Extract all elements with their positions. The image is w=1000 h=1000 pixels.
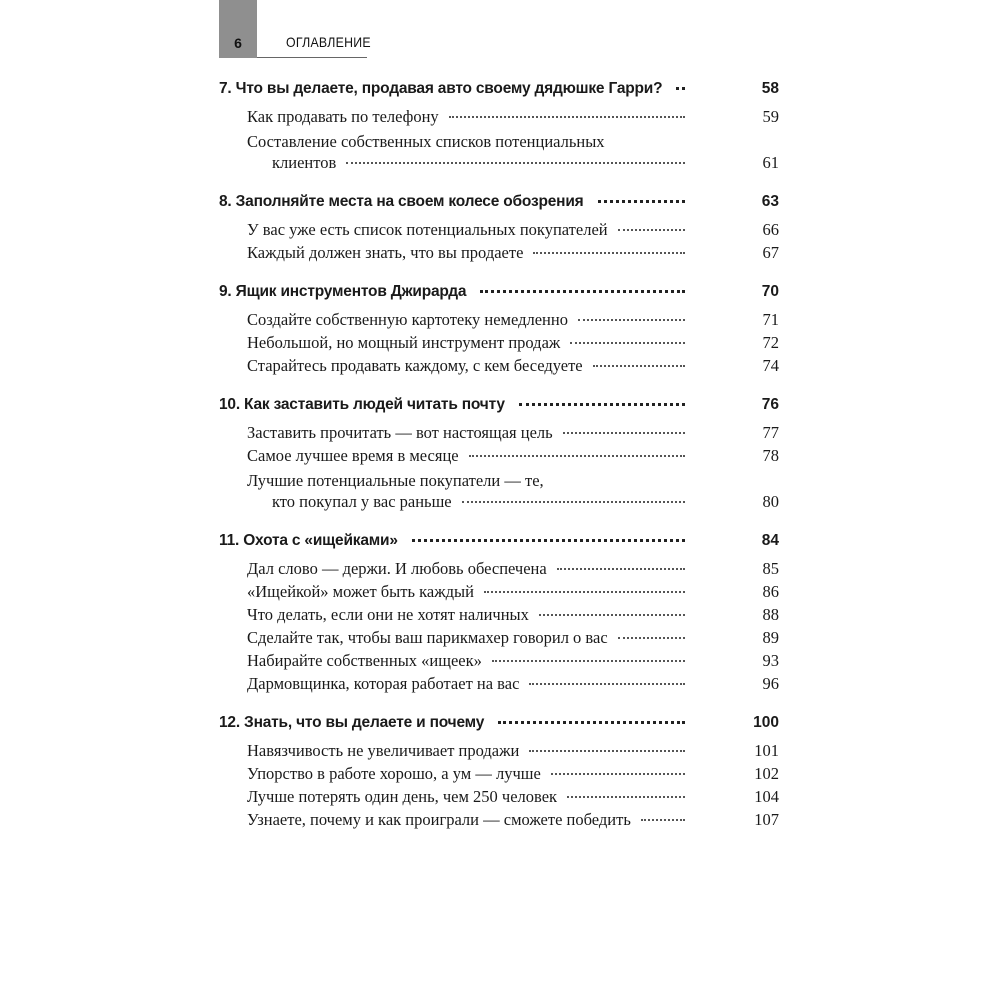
section-page: 102 (754, 764, 779, 783)
section-page: 89 (762, 628, 779, 647)
page-number: 6 (234, 35, 242, 51)
chapter-7 (219, 80, 779, 176)
section-title-line1: Лучшие потенциальные покупатели — те, (247, 471, 544, 490)
chapter-entry[interactable] (219, 80, 779, 105)
section-page: 71 (762, 310, 779, 329)
leader-dots (563, 432, 685, 434)
leader-dots (641, 819, 685, 821)
section-entry[interactable] (219, 356, 779, 379)
chapter-title: 9. Ящик инструментов Джирарда (219, 283, 467, 300)
chapter-entry[interactable] (219, 193, 779, 218)
leader-dots (346, 162, 685, 164)
section-title: Дал слово — держи. И любовь обеспечена (247, 559, 547, 578)
section-entry[interactable] (219, 469, 779, 515)
table-of-contents (219, 80, 779, 850)
section-page: 93 (762, 651, 779, 670)
section-title: Как продавать по телефону (247, 107, 439, 126)
section-title-line2: кто покупал у вас раньше (272, 492, 452, 511)
chapter-title: 7. Что вы делаете, продавая авто своему дядюшке Гарри? (219, 80, 663, 97)
section-title: Создайте собственную картотеку немедленно (247, 310, 568, 329)
section-entry[interactable] (219, 333, 779, 356)
leader-dots (533, 252, 685, 254)
section-entry[interactable] (219, 764, 779, 787)
leader-dots (618, 637, 685, 639)
section-title: Что делать, если они не хотят наличных (247, 605, 529, 624)
leader-dots (498, 721, 685, 724)
section-entry[interactable] (219, 423, 779, 446)
section-page: 96 (762, 674, 779, 693)
page-header (219, 0, 382, 58)
chapter-9 (219, 283, 779, 379)
leader-dots (469, 455, 685, 457)
chapter-entry[interactable] (219, 532, 779, 557)
section-entry[interactable] (219, 741, 779, 764)
section-page: 104 (754, 787, 779, 806)
section-title: Сделайте так, чтобы ваш парикмахер говорил о вас (247, 628, 608, 647)
chapter-8 (219, 193, 779, 266)
section-title: Навязчивость не увеличивает продажи (247, 741, 520, 760)
section-page: 107 (754, 810, 779, 829)
chapter-page: 76 (761, 396, 779, 413)
chapter-title: 12. Знать, что вы делаете и почему (219, 714, 485, 731)
chapter-11 (219, 532, 779, 697)
chapter-title: 11. Охота с «ищейками» (219, 532, 398, 549)
section-title: Заставить прочитать — вот настоящая цель (247, 423, 553, 442)
section-entry[interactable] (219, 243, 779, 266)
section-page: 67 (762, 243, 779, 262)
chapter-page: 58 (761, 80, 779, 97)
section-page: 59 (762, 107, 779, 126)
header-rule (257, 57, 367, 58)
leader-dots (570, 342, 685, 344)
section-page: 72 (762, 333, 779, 352)
section-entry[interactable] (219, 628, 779, 651)
chapter-page: 100 (753, 714, 779, 731)
section-page: 77 (762, 423, 779, 442)
leader-dots (529, 750, 685, 752)
chapter-page: 70 (761, 283, 779, 300)
chapter-page: 84 (761, 532, 779, 549)
leader-dots (519, 403, 685, 406)
section-title-line2: клиентов (272, 153, 337, 172)
running-title: ОГЛАВЛЕНИЕ (286, 34, 371, 50)
leader-dots (618, 229, 685, 231)
page-number-box (219, 0, 257, 58)
section-title: Упорство в работе хорошо, а ум — лучше (247, 764, 541, 783)
section-entry[interactable] (219, 651, 779, 674)
leader-dots (676, 87, 685, 90)
section-title: Набирайте собственных «ищеек» (247, 651, 482, 670)
leader-dots (557, 568, 685, 570)
chapter-10 (219, 396, 779, 515)
chapter-entry[interactable] (219, 714, 779, 739)
leader-dots (551, 773, 685, 775)
leader-dots (539, 614, 685, 616)
leader-dots (529, 683, 685, 685)
section-title: Дармовщинка, которая работает на вас (247, 674, 520, 693)
section-title: Лучше потерять один день, чем 250 человек (247, 787, 558, 806)
leader-dots (484, 591, 685, 593)
section-page: 101 (754, 741, 779, 760)
chapter-title: 10. Как заставить людей читать почту (219, 396, 505, 413)
leader-dots (480, 290, 685, 293)
chapter-title: 8. Заполняйте места на своем колесе обозрения (219, 193, 584, 210)
section-entry[interactable] (219, 605, 779, 628)
leader-dots (598, 200, 686, 203)
chapter-entry[interactable] (219, 283, 779, 308)
section-entry[interactable] (219, 787, 779, 810)
section-title: Каждый должен знать, что вы продаете (247, 243, 524, 262)
section-page: 85 (762, 559, 779, 578)
section-page: 86 (762, 582, 779, 601)
section-entry[interactable] (219, 130, 779, 176)
section-page: 66 (762, 220, 779, 239)
section-entry[interactable] (219, 559, 779, 582)
leader-dots (578, 319, 685, 321)
section-entry[interactable] (219, 446, 779, 469)
chapter-entry[interactable] (219, 396, 779, 421)
leader-dots (462, 501, 685, 503)
leader-dots (593, 365, 685, 367)
section-entry[interactable] (219, 582, 779, 605)
section-entry[interactable] (219, 107, 779, 130)
section-entry[interactable] (219, 674, 779, 697)
leader-dots (449, 116, 685, 118)
section-title: «Ищейкой» может быть каждый (247, 582, 474, 601)
leader-dots (412, 539, 685, 542)
section-title: Старайтесь продавать каждому, с кем беседуете (247, 356, 583, 375)
section-page: 61 (762, 153, 779, 172)
leader-dots (567, 796, 685, 798)
chapter-page: 63 (761, 193, 779, 210)
section-entry[interactable] (219, 310, 779, 333)
section-page: 80 (762, 492, 779, 511)
section-entry[interactable] (219, 220, 779, 243)
section-title-line1: Составление собственных списков потенциальных (247, 132, 605, 151)
section-title: Небольшой, но мощный инструмент продаж (247, 333, 561, 352)
section-title: Самое лучшее время в месяце (247, 446, 459, 465)
section-page: 78 (762, 446, 779, 465)
chapter-12 (219, 714, 779, 833)
section-title: Узнаете, почему и как проиграли — сможете победить (247, 810, 631, 829)
section-page: 74 (762, 356, 779, 375)
section-entry[interactable] (219, 810, 779, 833)
section-title: У вас уже есть список потенциальных покупателей (247, 220, 608, 239)
leader-dots (492, 660, 685, 662)
section-page: 88 (762, 605, 779, 624)
